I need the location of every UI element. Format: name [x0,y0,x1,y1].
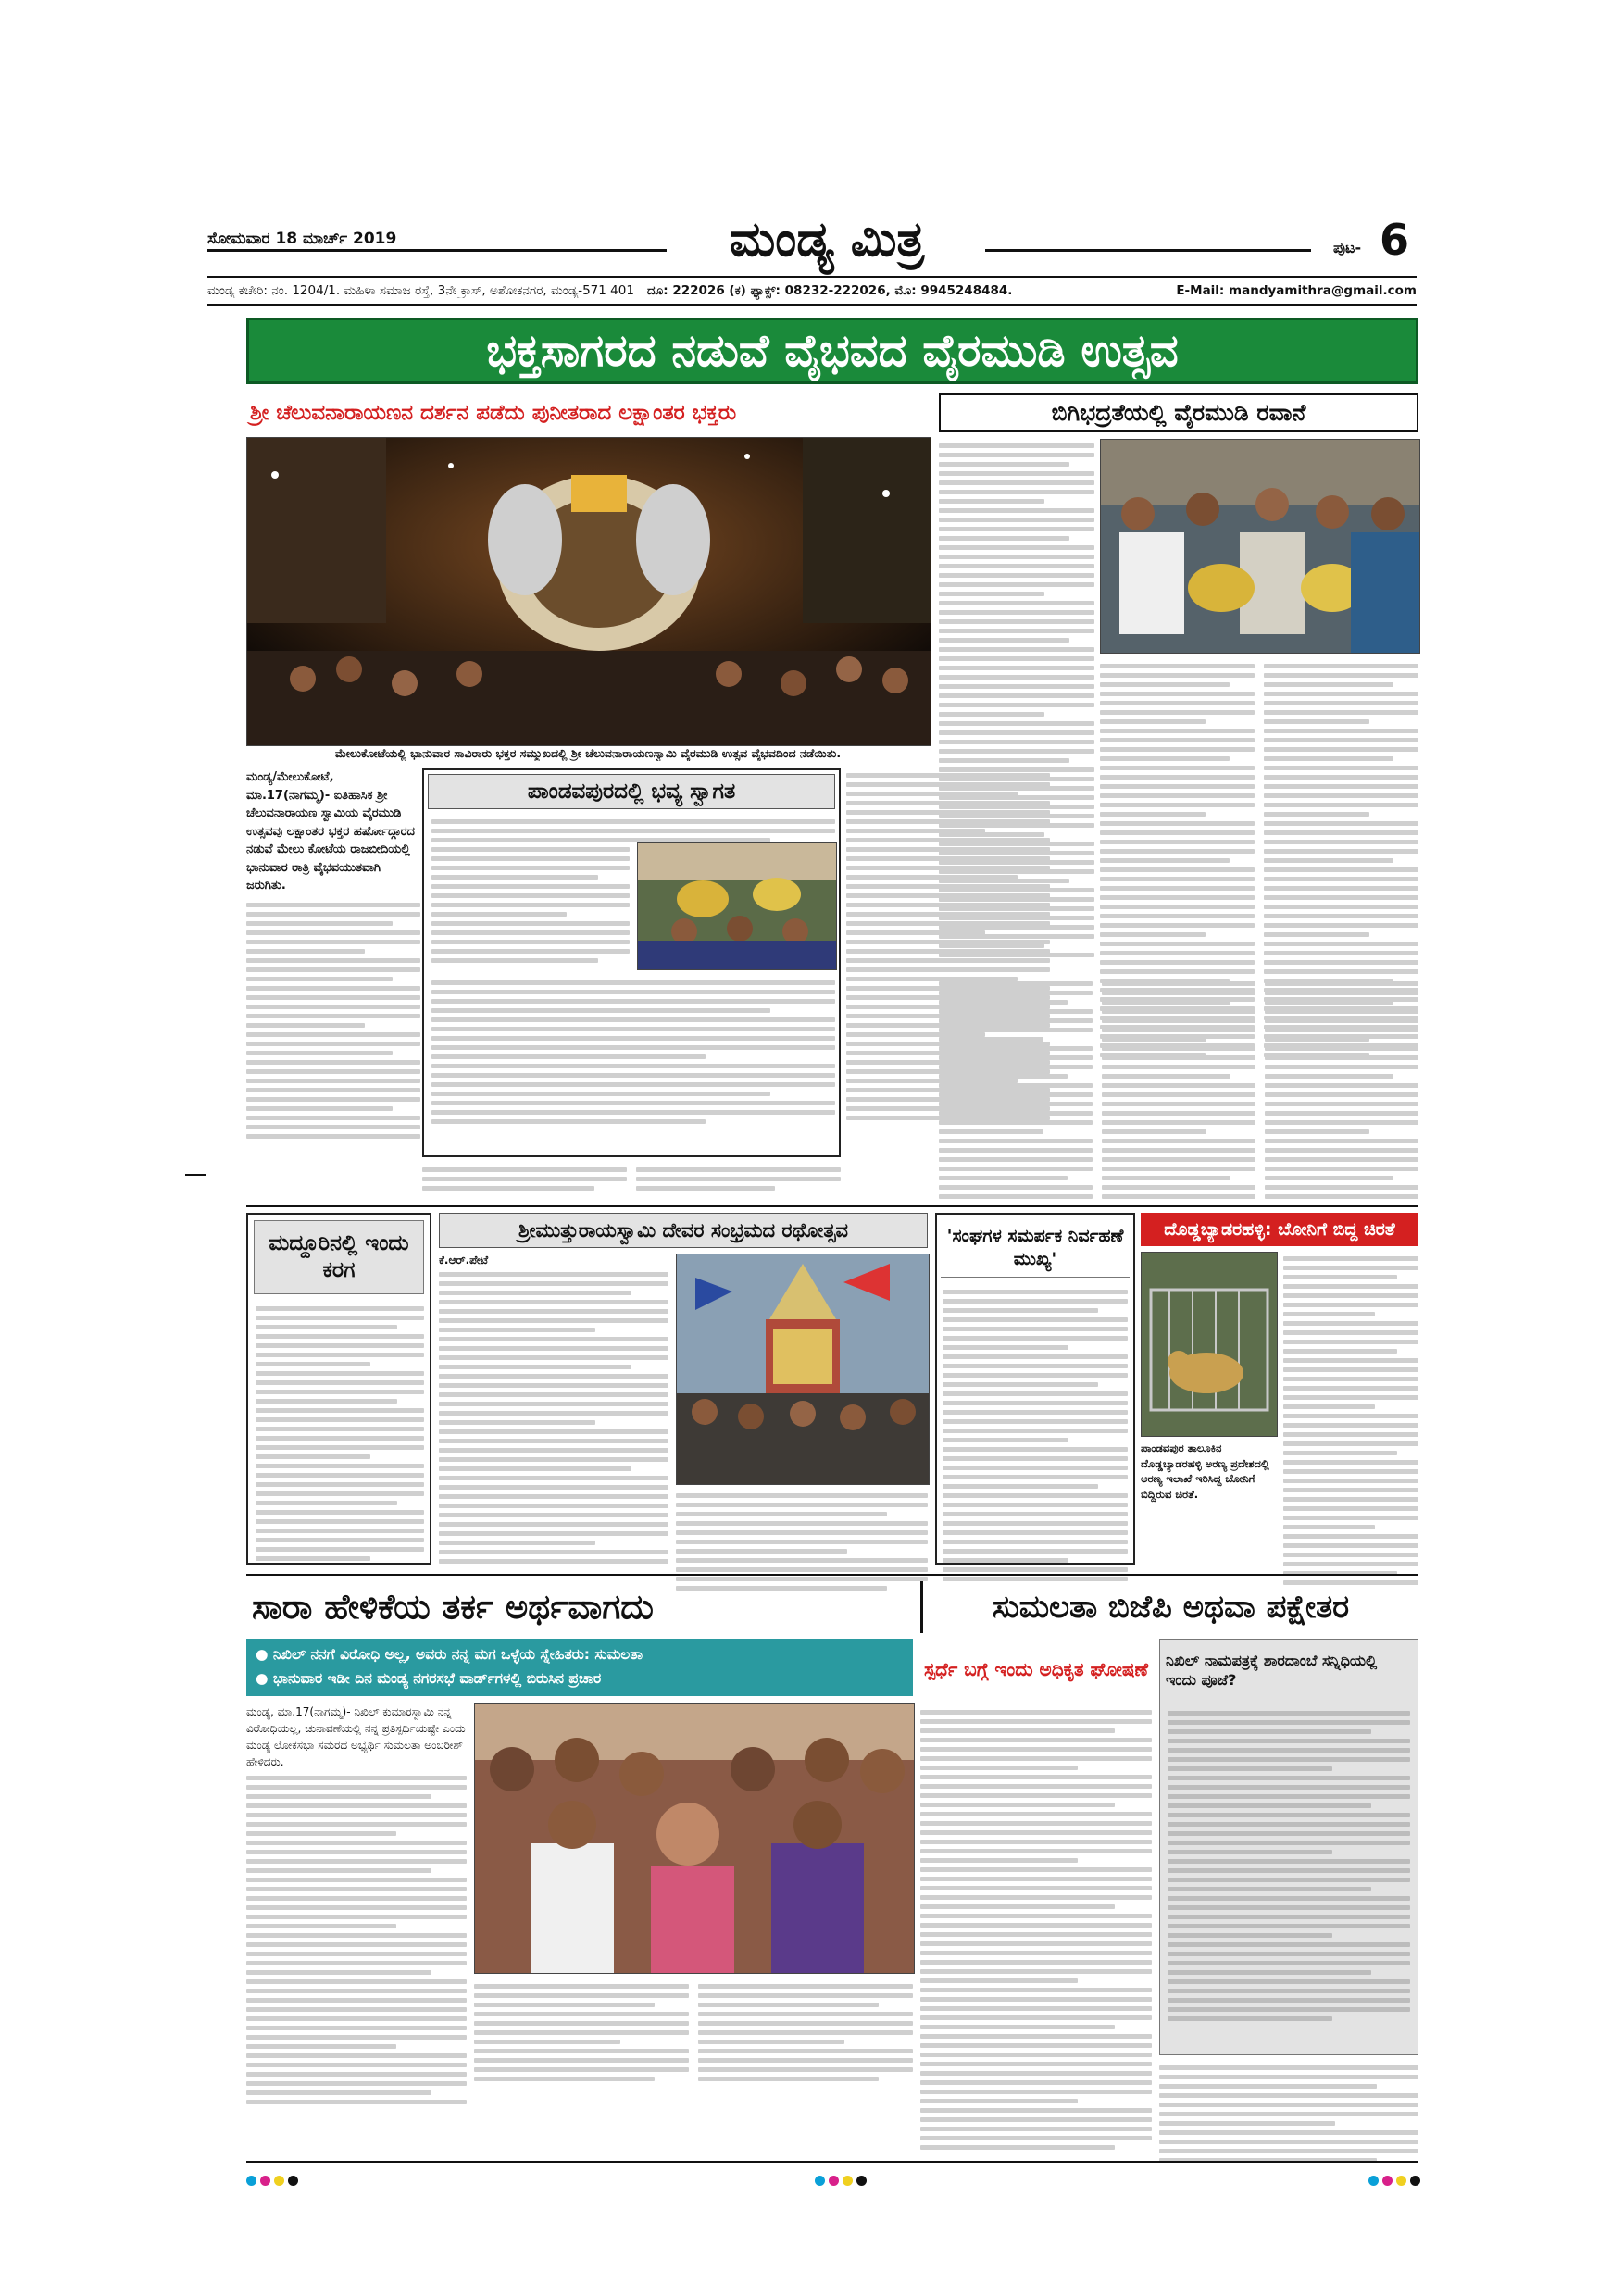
office-phones: ದೂ: 222026 (ಕ) ಫ್ಯಾಕ್ಸ್: 08232-222026, ಮೊ: 9945248484. [646,283,1013,298]
pandavapura-headline: ಪಾಂಡವಪುರದಲ್ಲಿ ಭವ್ಯ ಸ್ವಾಗತ [428,774,835,809]
sumalatha-bullets [246,1639,913,1696]
banner-lead-text [246,768,420,1143]
office-address: ಮಂಡ್ಯ ಕಚೇರಿ: ನಂ. 1204/1. ಮಹಿಳಾ ಸಮಾಜ ರಸ್ತೆ, 3ನೇ ಕ್ರಾಸ್, ಅಶೋಕನಗರ, ಮಂಡ್ಯ-571 401 [207,283,634,298]
sumalatha-lead-column [246,1703,467,2109]
rathotsava-headline: ಶ್ರೀಮುತ್ತುರಾಯಸ್ವಾಮಿ ದೇವರ ಸಂಭ್ರಮದ ರಥೋತ್ಸವ [439,1213,928,1248]
page-number-label: ಪುಟ- [1333,239,1362,256]
festival-photo-caption: ಮೇಲುಕೋಟೆಯಲ್ಲಿ ಭಾನುವಾರ ಸಾವಿರಾರು ಭಕ್ತರ ಸಮ್ಮುಖದಲ್ಲಿ ಶ್ರೀ ಚೆಲುವನಾರಾಯಣಸ್ವಾಮಿ ವೈರಮುಡಿ ಉತ್ಸವ ವೈಭವದಿಂದ ನಡೆಯಿತು. [334,746,842,760]
registration-marks-right [1368,2172,1424,2190]
leopard-photo-caption: ಪಾಂಡವಪುರ ತಾಲೂಕಿನ ದೊಡ್ಡಬ್ಯಾಡರಹಳ್ಳಿ ಅರಣ್ಯ ಪ್ರದೇಶದಲ್ಲಿ ಅರಣ್ಯ ಇಲಾಖೆ ಇರಿಸಿದ್ದ ಬೋನಿಗೆ ಬಿದ್ದಿರುವ ಚಿರತೆ. [1141,1441,1269,1502]
pandavapura-photo [637,842,837,970]
sumalatha-headline-left: ಸಾರಾ ಹೇಳಿಕೆಯ ತರ್ಕ ಅರ್ಥವಾಗದು [252,1587,654,1627]
samaja-headline: 'ಸಂಘಗಳ ಸಮರ್ಪಕ ನಿರ್ವಹಣೆ ಮುಖ್ಯ' [941,1218,1130,1278]
nikhil-headline: ನಿಖಿಲ್ ನಾಮಪತ್ರಕ್ಕೆ ಶಾರದಾಂಬೆ ಸನ್ನಿಧಿಯಲ್ಲಿ ಇಂದು ಪೂಜೆ? [1166,1652,1378,1689]
maddur-headline: ಮದ್ದೂರಿನಲ್ಲಿ ಇಂದು ಕರಗ [254,1220,424,1294]
bullet-item: ● ಭಾನುವಾರ ಇಡೀ ದಿನ ಮಂಡ್ಯ ನಗರಸಭೆ ವಾರ್ಡ್‌ಗಳಲ್ಲಿ ಬಿರುಸಿನ ಪ್ರಚಾರ [256,1670,602,1688]
page-number: 6 [1380,215,1410,265]
bullet-text: ನಿಖಿಲ್ ನನಗೆ ವಿರೋಧಿ ಅಲ್ಲ, ಅವರು ನನ್ನ ಮಗ ಒಳ್ಳೆಯ ಸ್ನೇಹಿತರು: ಸುಮಲತಾ [272,1646,643,1663]
rathotsava-byline: ಕೆ.ಆರ್.ಪೇಟೆ [439,1254,489,1267]
spardhe-headline: ಸ್ಪರ್ಧೆ ಬಗ್ಗೆ ಇಂದು ಅಧಿಕೃತ ಘೋಷಣೆ [923,1658,1149,1680]
banner-subhead: ಶ್ರೀ ಚೆಲುವನಾರಾಯಣನ ದರ್ಶನ ಪಡೆದು ಪುನೀತರಾದ ಲಕ್ಷಾಂತರ ಭಕ್ತರು [250,401,737,425]
masthead-date: ಸೋಮವಾರ 18 ಮಾರ್ಚ್ 2019 [207,230,397,248]
festival-photo [246,437,931,746]
leopard-headline: ದೊಡ್ಡಬ್ಯಾಡರಹಳ್ಳಿ: ಬೋನಿಗೆ ಬಿದ್ದ ಚಿರತೆ [1141,1213,1418,1246]
registration-marks-center [815,2172,870,2190]
samaja-box [935,1213,1135,1565]
sumalatha-headline-right: ಸುಮಲತಾ ಬಿಜೆಪಿ ಅಥವಾ ಪಕ್ಷೇತರ [920,1581,1418,1633]
masthead-logo: ಮಂಡ್ಯ ಮಿತ್ರ [729,211,925,268]
office-email: E-Mail: mandyamithra@gmail.com [1176,283,1417,298]
security-headline: ಬಿಗಿಭದ್ರತೆಯಲ್ಲಿ ವೈರಮುಡಿ ರವಾನೆ [939,393,1418,432]
pandavapura-box [422,768,841,1157]
masthead-rule-right [985,249,1311,252]
banner-headline: ಭಕ್ತಸಾಗರದ ನಡುವೆ ವೈಭವದ ವೈರಮುಡಿ ಉತ್ಸವ [246,318,1418,384]
rathotsava-body [439,1254,668,1568]
bullet-item: ● ನಿಖಿಲ್ ನನಗೆ ವಿರೋಧಿ ಅಲ್ಲ, ಅವರು ನನ್ನ ಮಗ ಒಳ್ಳೆಯ ಸ್ನೇಹಿತರು: ಸುಮಲತಾ [256,1646,643,1663]
leopard-photo [1141,1252,1278,1437]
sumalatha-lead-paragraph: ಮಂಡ್ಯ, ಮಾ.17(ನಾಗಮ್ಮ)- ನಿಖಿಲ್ ಕುಮಾರಸ್ವಾಮಿ ನನ್ನ ವಿರೋಧಿಯಲ್ಲ, ಚುನಾವಣೆಯಲ್ಲಿ ನನ್ನ ಪ್ರತಿಸ್ಪರ್ಧಿಯಷ್ಟೇ ಎಂದು ಮಂಡ್ಯ ಲೋಕಸಭಾ ಸಮರದ ಅಭ್ಯರ್ಥಿ ಸುಮಲತಾ ಅಂಬರೀಶ್ ಹೇಳಿದರು. [246,1705,466,1768]
nikhil-box [1159,1639,1418,2055]
section-divider [246,1205,1418,1207]
registration-marks-left [246,2172,302,2190]
security-photo [1100,439,1420,654]
rathotsava-photo [676,1254,930,1485]
fold-mark [185,1174,206,1176]
maddur-box [246,1213,431,1565]
masthead-contact-strip [207,276,1417,306]
sumalatha-photo [474,1703,915,1974]
banner-lead-paragraph: ಮಂಡ್ಯ/ಮೇಲುಕೋಟೆ, ಮಾ.17(ನಾಗಮ್ಮ)- ಐತಿಹಾಸಿಕ ಶ್ರೀ ಚೆಲುವನಾರಾಯಣ ಸ್ವಾಮಿಯ ವೈರಮುಡಿ ಉತ್ಸವವು ಲಕ್ಷಾಂತರ ಭಕ್ತರ ಹರ್ಷೋದ್ಗಾರದ ನಡುವೆ ಮೇಲು ಕೋಟೆಯ ರಾಜಬೀದಿಯಲ್ಲಿ ಭಾನುವಾರ ರಾತ್ರಿ ವೈಭವಯುತವಾಗಿ ಜರುಗಿತು. [246,770,415,892]
bullet-text: ಭಾನುವಾರ ಇಡೀ ದಿನ ಮಂಡ್ಯ ನಗರಸಭೆ ವಾರ್ಡ್‌ಗಳಲ್ಲಿ ಬಿರುಸಿನ ಪ್ರಚಾರ [272,1670,602,1688]
masthead-rule-left [207,249,667,252]
